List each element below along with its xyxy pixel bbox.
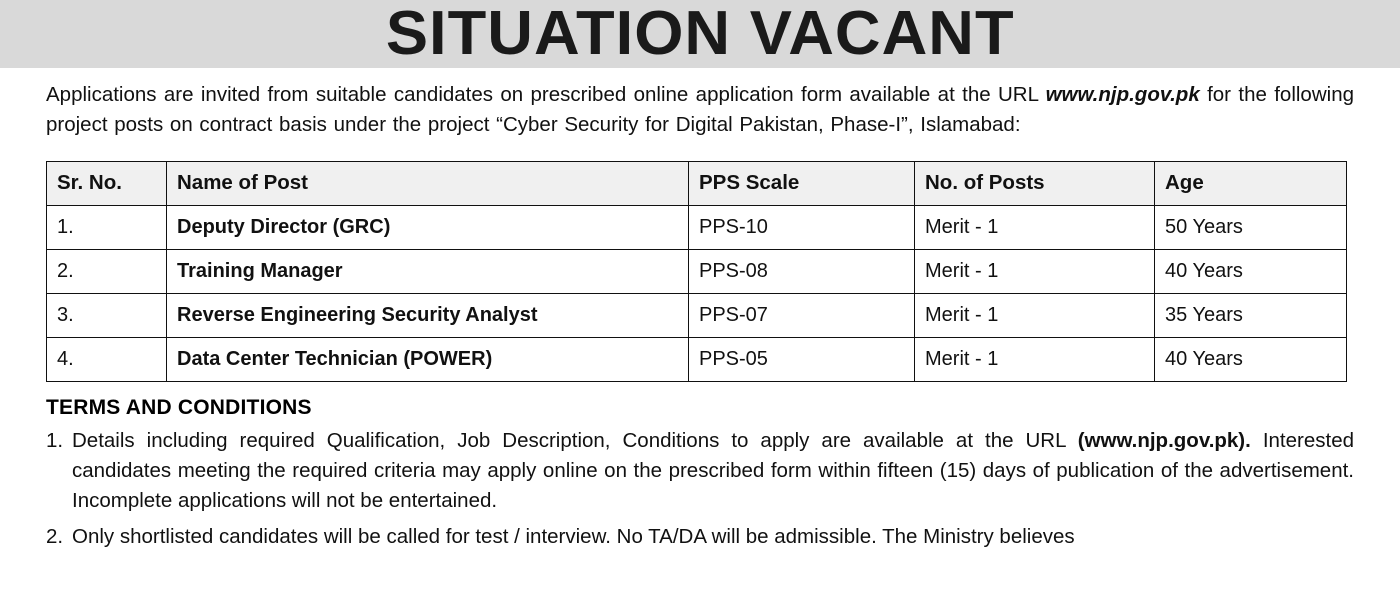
list-item-number: 2.: [46, 524, 64, 548]
cell-no-of-posts: Merit - 1: [915, 205, 1155, 249]
cell-name-of-post: Training Manager: [167, 249, 689, 293]
cell-pps-scale: PPS-08: [689, 249, 915, 293]
cell-pps-scale: PPS-07: [689, 293, 915, 337]
cell-sr-no: 4.: [47, 337, 167, 381]
cell-sr-no: 1.: [47, 205, 167, 249]
application-url[interactable]: www.njp.gov.pk: [1045, 83, 1200, 106]
column-header-sr-no: Sr. No.: [47, 161, 167, 205]
cell-age: 40 Years: [1155, 249, 1347, 293]
list-item-text: [72, 426, 1354, 516]
list-item-text: [72, 522, 1354, 552]
table-body: [47, 205, 1347, 381]
banner: [0, 0, 1400, 68]
table-header: [47, 161, 1347, 205]
cell-name-of-post: Deputy Director (GRC): [167, 205, 689, 249]
term-text-post: Interested candidates meeting the required criteria may apply online on the prescribed form within fifteen (15) days of publication of the advertisement. Incomplete applications will not be entertained.: [72, 428, 1354, 512]
cell-age: 40 Years: [1155, 337, 1347, 381]
terms-list: [46, 426, 1354, 552]
cell-pps-scale: PPS-05: [689, 337, 915, 381]
column-header-pps-scale: PPS Scale: [689, 161, 915, 205]
term-text-post: Only shortlisted candidates will be called for test / interview. No TA/DA will be admissible. The Ministry believes: [72, 524, 1075, 548]
table-header-row: [47, 161, 1347, 205]
table-row: [47, 249, 1347, 293]
cell-name-of-post: Reverse Engineering Security Analyst: [167, 293, 689, 337]
intro-text-part2: for the following project posts on contract basis under the project “Cyber Security for Digital Pakistan, Phase-I”, Islamabad:: [46, 83, 1354, 136]
cell-no-of-posts: Merit - 1: [915, 337, 1155, 381]
list-item: [46, 426, 1354, 516]
term-text-pre: Details including required Qualification, Job Description, Conditions to apply are available at the URL: [72, 428, 1078, 452]
cell-no-of-posts: Merit - 1: [915, 249, 1155, 293]
job-posts-table: [46, 161, 1347, 382]
cell-sr-no: 2.: [47, 249, 167, 293]
cell-age: 50 Years: [1155, 205, 1347, 249]
cell-age: 35 Years: [1155, 293, 1347, 337]
column-header-name-of-post: Name of Post: [167, 161, 689, 205]
cell-name-of-post: Data Center Technician (POWER): [167, 337, 689, 381]
intro-paragraph: [46, 80, 1354, 140]
list-item-number: 1.: [46, 428, 64, 452]
term-url-bold[interactable]: (www.njp.gov.pk).: [1077, 428, 1251, 452]
page-title: SITUATION VACANT: [385, 0, 1015, 68]
column-header-no-of-posts: No. of Posts: [915, 161, 1155, 205]
list-item: [46, 522, 1354, 552]
table-row: [47, 293, 1347, 337]
cell-pps-scale: PPS-10: [689, 205, 915, 249]
table-row: [47, 205, 1347, 249]
document-body: [0, 80, 1400, 552]
column-header-age: Age: [1155, 161, 1347, 205]
terms-and-conditions-heading: TERMS AND CONDITIONS: [46, 395, 312, 419]
table-row: [47, 337, 1347, 381]
intro-text-part1: Applications are invited from suitable candidates on prescribed online application form available at the URL: [46, 83, 1046, 106]
cell-sr-no: 3.: [47, 293, 167, 337]
cell-no-of-posts: Merit - 1: [915, 293, 1155, 337]
